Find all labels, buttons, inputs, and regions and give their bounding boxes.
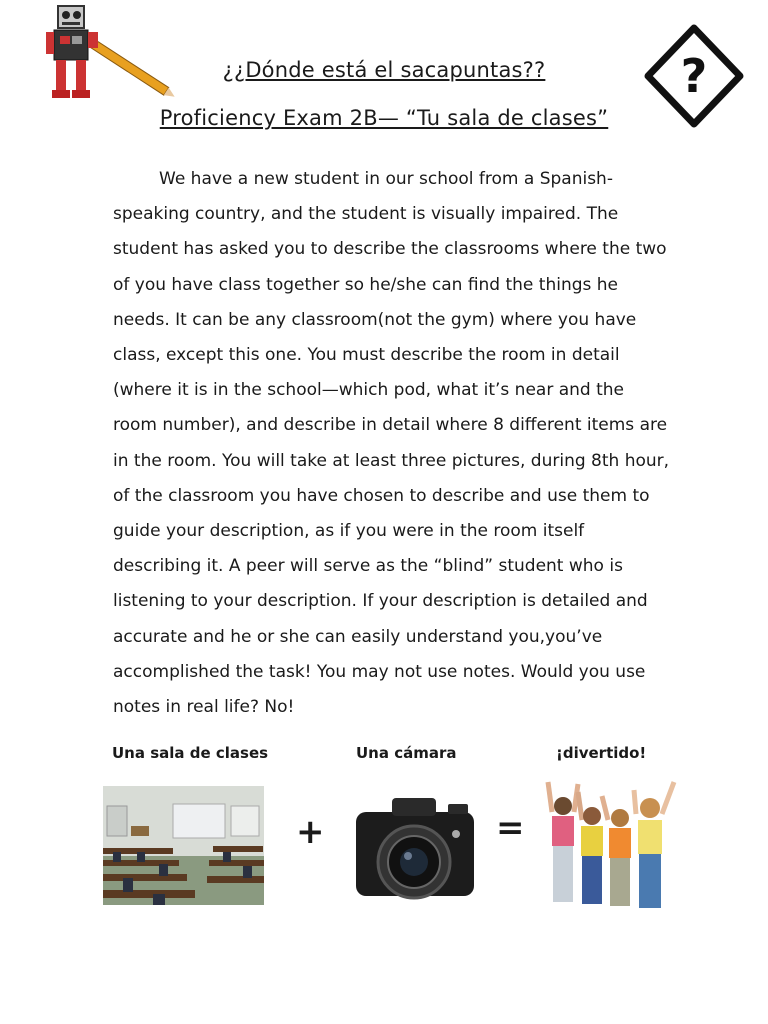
- instructions-paragraph: We have a new student in our school from a Spanish-speaking country, and the student is visually impaired. The student has asked you to describe the classrooms where the two of you have class together so he/she can find the things he needs. It can be any classroom(not the gym) where you have class, except this one. You must describe the room in detail (where it is in the school—which pod, what it’s near and the room number), and describe in detail where 8 different items are in the room. You will take at least three pictures, during 8th hour, of the classroom you have chosen to describe and use them to guide your description, as if you were in the room itself describing it. A peer will serve as the “blind” student who is listening to your description. If your description is detailed and accurate and he or she can easily understand you,you’ve accomplished the task! You may not use notes. Would you use notes in real life? No!: [113, 169, 670, 718]
- caption-fun: ¡divertido!: [556, 744, 647, 762]
- page-subtitle: Proficiency Exam 2B— “Tu sala de clases”: [159, 106, 609, 130]
- equals-sign: =: [496, 808, 525, 848]
- caption-classroom: Una sala de clases: [112, 744, 269, 762]
- caption-camera: Una cámara: [356, 744, 457, 762]
- plus-sign: +: [296, 812, 325, 852]
- classroom-image: [103, 786, 264, 905]
- page-title: ¿¿Dónde está el sacapuntas??: [222, 58, 546, 82]
- instructions-body: [113, 162, 673, 725]
- camera-image: [352, 790, 478, 902]
- svg-text:?: ?: [680, 49, 708, 103]
- kids-image: [544, 776, 678, 916]
